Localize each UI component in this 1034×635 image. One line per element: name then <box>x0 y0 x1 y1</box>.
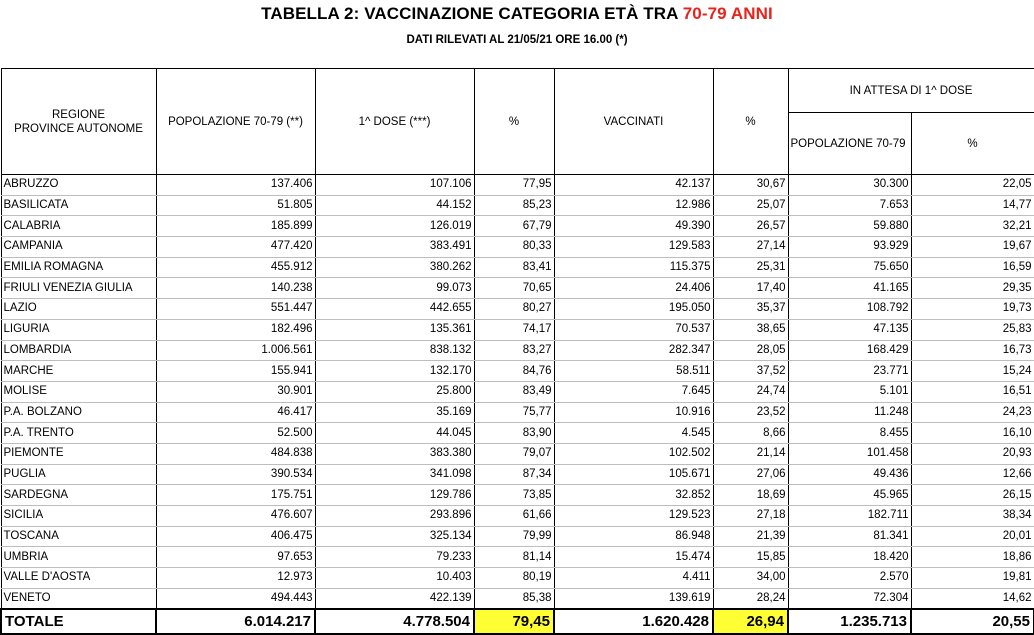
cell-population: 390.534 <box>156 464 315 485</box>
cell-waiting-pct: 16,10 <box>911 423 1034 444</box>
cell-region: UMBRIA <box>1 547 156 568</box>
total-waiting: 1.235.713 <box>788 609 911 634</box>
table-row <box>1 257 1034 278</box>
cell-region: LIGURIA <box>1 319 156 340</box>
cell-pct2: 8,66 <box>713 423 788 444</box>
cell-region: PUGLIA <box>1 464 156 485</box>
cell-first-dose: 383.491 <box>315 237 474 258</box>
cell-population: 51.805 <box>156 195 315 216</box>
cell-pct1: 83,41 <box>474 257 554 278</box>
cell-vaccinated: 58.511 <box>554 361 713 382</box>
cell-pct1: 61,66 <box>474 506 554 527</box>
cell-pct2: 21,39 <box>713 526 788 547</box>
cell-pct2: 26,57 <box>713 216 788 237</box>
cell-vaccinated: 24.406 <box>554 278 713 299</box>
cell-waiting-pct: 25,83 <box>911 319 1034 340</box>
cell-pct2: 38,65 <box>713 319 788 340</box>
cell-pct1: 84,76 <box>474 361 554 382</box>
cell-waiting-pct: 12,66 <box>911 464 1034 485</box>
cell-waiting-pct: 19,81 <box>911 568 1034 589</box>
cell-waiting: 59.880 <box>788 216 911 237</box>
cell-first-dose: 132.170 <box>315 361 474 382</box>
cell-first-dose: 129.786 <box>315 485 474 506</box>
cell-pct1: 74,17 <box>474 319 554 340</box>
cell-vaccinated: 115.375 <box>554 257 713 278</box>
cell-pct2: 24,74 <box>713 381 788 402</box>
cell-vaccinated: 4.411 <box>554 568 713 589</box>
header-pct1: % <box>474 69 554 175</box>
cell-waiting: 47.135 <box>788 319 911 340</box>
cell-population: 476.607 <box>156 506 315 527</box>
cell-vaccinated: 32.852 <box>554 485 713 506</box>
cell-region: BASILICATA <box>1 195 156 216</box>
cell-first-dose: 126.019 <box>315 216 474 237</box>
cell-waiting-pct: 22,05 <box>911 175 1034 196</box>
cell-first-dose: 380.262 <box>315 257 474 278</box>
total-first-dose: 4.778.504 <box>315 609 474 634</box>
cell-waiting-pct: 26,15 <box>911 485 1034 506</box>
cell-population: 175.751 <box>156 485 315 506</box>
cell-population: 185.899 <box>156 216 315 237</box>
header-region <box>1 69 156 175</box>
header-waiting-pct: % <box>911 113 1034 175</box>
title-prefix: TABELLA 2: VACCINAZIONE CATEGORIA ETÀ TRA <box>261 4 683 23</box>
cell-waiting-pct: 19,73 <box>911 299 1034 320</box>
cell-first-dose: 838.132 <box>315 340 474 361</box>
cell-pct1: 85,38 <box>474 588 554 609</box>
total-pct1: 79,45 <box>474 609 554 634</box>
cell-waiting-pct: 24,23 <box>911 402 1034 423</box>
cell-region: P.A. TRENTO <box>1 423 156 444</box>
cell-vaccinated: 10.916 <box>554 402 713 423</box>
table-row <box>1 485 1034 506</box>
cell-vaccinated: 195.050 <box>554 299 713 320</box>
cell-waiting: 7.653 <box>788 195 911 216</box>
cell-first-dose: 44.152 <box>315 195 474 216</box>
cell-waiting-pct: 15,24 <box>911 361 1034 382</box>
header-first-dose: 1^ DOSE (***) <box>315 69 474 175</box>
cell-first-dose: 99.073 <box>315 278 474 299</box>
cell-population: 30.901 <box>156 381 315 402</box>
cell-waiting: 23.771 <box>788 361 911 382</box>
table-header <box>1 69 1034 175</box>
cell-region: CAMPANIA <box>1 237 156 258</box>
cell-vaccinated: 139.619 <box>554 588 713 609</box>
cell-first-dose: 442.655 <box>315 299 474 320</box>
cell-waiting-pct: 20,01 <box>911 526 1034 547</box>
cell-population: 140.238 <box>156 278 315 299</box>
cell-region: TOSCANA <box>1 526 156 547</box>
cell-pct2: 25,31 <box>713 257 788 278</box>
vaccination-table <box>0 68 1034 635</box>
cell-vaccinated: 282.347 <box>554 340 713 361</box>
cell-pct2: 27,18 <box>713 506 788 527</box>
table-row <box>1 299 1034 320</box>
header-pct2: % <box>713 69 788 175</box>
cell-pct2: 35,37 <box>713 299 788 320</box>
cell-region: MARCHE <box>1 361 156 382</box>
cell-waiting-pct: 18,86 <box>911 547 1034 568</box>
cell-waiting-pct: 16,51 <box>911 381 1034 402</box>
cell-vaccinated: 49.390 <box>554 216 713 237</box>
total-population: 6.014.217 <box>156 609 315 634</box>
cell-pct1: 83,27 <box>474 340 554 361</box>
cell-waiting: 182.711 <box>788 506 911 527</box>
cell-pct1: 79,99 <box>474 526 554 547</box>
cell-first-dose: 35.169 <box>315 402 474 423</box>
cell-population: 155.941 <box>156 361 315 382</box>
cell-first-dose: 135.361 <box>315 319 474 340</box>
cell-first-dose: 325.134 <box>315 526 474 547</box>
cell-pct1: 80,33 <box>474 237 554 258</box>
title-highlight: 70-79 ANNI <box>682 4 773 23</box>
cell-pct1: 83,49 <box>474 381 554 402</box>
cell-population: 1.006.561 <box>156 340 315 361</box>
cell-region: LOMBARDIA <box>1 340 156 361</box>
table-row <box>1 402 1034 423</box>
table-row <box>1 423 1034 444</box>
table-body <box>1 175 1034 610</box>
cell-pct1: 70,65 <box>474 278 554 299</box>
cell-pct2: 23,52 <box>713 402 788 423</box>
cell-waiting-pct: 19,67 <box>911 237 1034 258</box>
cell-vaccinated: 70.537 <box>554 319 713 340</box>
cell-waiting: 41.165 <box>788 278 911 299</box>
cell-pct1: 77,95 <box>474 175 554 196</box>
cell-pct2: 21,14 <box>713 443 788 464</box>
cell-waiting-pct: 16,59 <box>911 257 1034 278</box>
cell-pct1: 67,79 <box>474 216 554 237</box>
cell-pct1: 80,19 <box>474 568 554 589</box>
table-row <box>1 278 1034 299</box>
cell-population: 46.417 <box>156 402 315 423</box>
cell-region: EMILIA ROMAGNA <box>1 257 156 278</box>
cell-region: CALABRIA <box>1 216 156 237</box>
cell-pct2: 28,24 <box>713 588 788 609</box>
cell-pct1: 83,90 <box>474 423 554 444</box>
cell-region: FRIULI VENEZIA GIULIA <box>1 278 156 299</box>
cell-first-dose: 107.106 <box>315 175 474 196</box>
cell-region: VENETO <box>1 588 156 609</box>
cell-pct2: 27,06 <box>713 464 788 485</box>
header-waiting-group: IN ATTESA DI 1^ DOSE <box>788 69 1034 113</box>
cell-population: 97.653 <box>156 547 315 568</box>
cell-waiting-pct: 20,93 <box>911 443 1034 464</box>
table-row <box>1 319 1034 340</box>
cell-waiting-pct: 32,21 <box>911 216 1034 237</box>
cell-first-dose: 79.233 <box>315 547 474 568</box>
cell-region: MOLISE <box>1 381 156 402</box>
cell-region: P.A. BOLZANO <box>1 402 156 423</box>
cell-first-dose: 383.380 <box>315 443 474 464</box>
cell-pct1: 73,85 <box>474 485 554 506</box>
cell-pct1: 85,23 <box>474 195 554 216</box>
cell-waiting: 49.436 <box>788 464 911 485</box>
header-population: POPOLAZIONE 70-79 (**) <box>156 69 315 175</box>
cell-pct2: 28,05 <box>713 340 788 361</box>
cell-vaccinated: 102.502 <box>554 443 713 464</box>
cell-waiting: 108.792 <box>788 299 911 320</box>
table-row <box>1 216 1034 237</box>
table-row <box>1 568 1034 589</box>
total-label: TOTALE <box>1 609 156 634</box>
cell-first-dose: 10.403 <box>315 568 474 589</box>
cell-vaccinated: 4.545 <box>554 423 713 444</box>
cell-first-dose: 341.098 <box>315 464 474 485</box>
cell-pct1: 75,77 <box>474 402 554 423</box>
cell-region: SARDEGNA <box>1 485 156 506</box>
table-row <box>1 464 1034 485</box>
cell-waiting-pct: 29,35 <box>911 278 1034 299</box>
cell-population: 52.500 <box>156 423 315 444</box>
cell-waiting: 72.304 <box>788 588 911 609</box>
cell-vaccinated: 129.583 <box>554 237 713 258</box>
cell-pct2: 30,67 <box>713 175 788 196</box>
table-row <box>1 340 1034 361</box>
cell-waiting-pct: 14,62 <box>911 588 1034 609</box>
cell-vaccinated: 129.523 <box>554 506 713 527</box>
cell-region: VALLE D'AOSTA <box>1 568 156 589</box>
cell-waiting: 45.965 <box>788 485 911 506</box>
cell-pct1: 87,34 <box>474 464 554 485</box>
cell-waiting: 168.429 <box>788 340 911 361</box>
cell-region: SICILIA <box>1 506 156 527</box>
cell-waiting: 5.101 <box>788 381 911 402</box>
header-region-line1: REGIONE <box>51 108 106 121</box>
cell-vaccinated: 7.645 <box>554 381 713 402</box>
cell-vaccinated: 42.137 <box>554 175 713 196</box>
total-row <box>1 609 1034 634</box>
page-title <box>0 4 1034 24</box>
cell-pct2: 17,40 <box>713 278 788 299</box>
cell-first-dose: 422.139 <box>315 588 474 609</box>
cell-pct2: 15,85 <box>713 547 788 568</box>
header-waiting-population: POPOLAZIONE 70-79 <box>788 113 911 175</box>
table-row <box>1 195 1034 216</box>
cell-pct1: 81,14 <box>474 547 554 568</box>
table-row <box>1 361 1034 382</box>
cell-population: 477.420 <box>156 237 315 258</box>
table-row <box>1 381 1034 402</box>
cell-waiting: 18.420 <box>788 547 911 568</box>
cell-population: 494.443 <box>156 588 315 609</box>
cell-region: ABRUZZO <box>1 175 156 196</box>
table-row <box>1 588 1034 609</box>
total-waiting-pct: 20,55 <box>911 609 1034 634</box>
cell-pct2: 18,69 <box>713 485 788 506</box>
cell-waiting-pct: 16,73 <box>911 340 1034 361</box>
table-row <box>1 526 1034 547</box>
table-footer <box>1 609 1034 634</box>
cell-population: 137.406 <box>156 175 315 196</box>
cell-waiting: 30.300 <box>788 175 911 196</box>
cell-population: 12.973 <box>156 568 315 589</box>
header-region-line2: PROVINCE AUTONOME <box>14 122 143 135</box>
total-vaccinated: 1.620.428 <box>554 609 713 634</box>
cell-pct2: 37,52 <box>713 361 788 382</box>
cell-vaccinated: 105.671 <box>554 464 713 485</box>
cell-region: LAZIO <box>1 299 156 320</box>
cell-pct2: 34,00 <box>713 568 788 589</box>
header-vaccinated: VACCINATI <box>554 69 713 175</box>
table-row <box>1 506 1034 527</box>
cell-pct1: 80,27 <box>474 299 554 320</box>
cell-waiting-pct: 38,34 <box>911 506 1034 527</box>
cell-first-dose: 44.045 <box>315 423 474 444</box>
cell-region: PIEMONTE <box>1 443 156 464</box>
page-subtitle: DATI RILEVATI AL 21/05/21 ORE 16.00 (*) <box>406 34 628 46</box>
cell-population: 182.496 <box>156 319 315 340</box>
cell-pct2: 25,07 <box>713 195 788 216</box>
cell-first-dose: 25.800 <box>315 381 474 402</box>
cell-waiting: 93.929 <box>788 237 911 258</box>
cell-waiting: 2.570 <box>788 568 911 589</box>
cell-waiting: 101.458 <box>788 443 911 464</box>
cell-vaccinated: 86.948 <box>554 526 713 547</box>
cell-population: 455.912 <box>156 257 315 278</box>
table-row <box>1 443 1034 464</box>
cell-waiting: 8.455 <box>788 423 911 444</box>
cell-waiting: 11.248 <box>788 402 911 423</box>
cell-first-dose: 293.896 <box>315 506 474 527</box>
total-pct2: 26,94 <box>713 609 788 634</box>
cell-population: 551.447 <box>156 299 315 320</box>
table-row <box>1 547 1034 568</box>
cell-pct2: 27,14 <box>713 237 788 258</box>
cell-waiting: 81.341 <box>788 526 911 547</box>
cell-vaccinated: 15.474 <box>554 547 713 568</box>
cell-population: 484.838 <box>156 443 315 464</box>
cell-population: 406.475 <box>156 526 315 547</box>
cell-waiting-pct: 14,77 <box>911 195 1034 216</box>
cell-vaccinated: 12.986 <box>554 195 713 216</box>
cell-waiting: 75.650 <box>788 257 911 278</box>
table-row <box>1 175 1034 196</box>
cell-pct1: 79,07 <box>474 443 554 464</box>
table-row <box>1 237 1034 258</box>
